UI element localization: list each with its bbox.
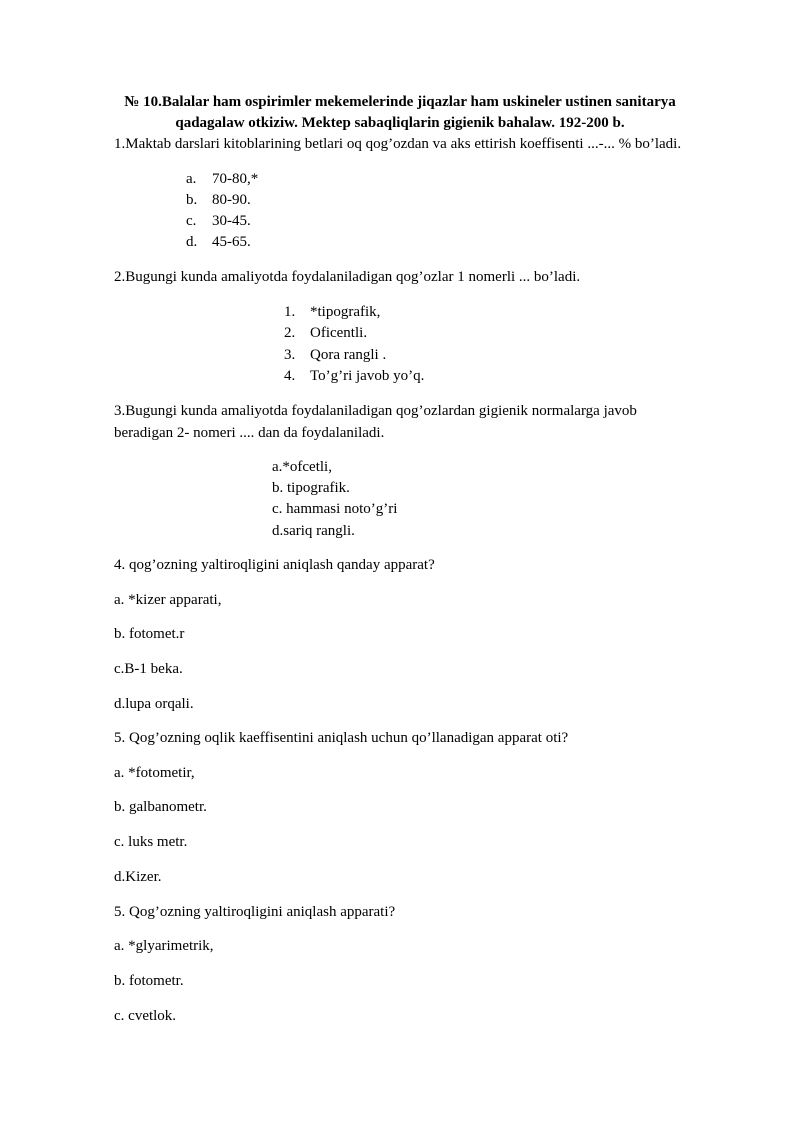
- q1-option-a: a. 70-80,*: [186, 171, 259, 187]
- q2-option-1: 1. *tipografik,: [284, 304, 381, 320]
- q4-option-b: b. fotomet.r: [114, 626, 185, 642]
- q5-option-b: b. galbanometr.: [114, 799, 207, 815]
- q4-option-c: c.B-1 beka.: [114, 661, 183, 677]
- question-5: 5. Qog’ozning oqlik kaeffisentini aniqlash uchun qo’llanadigan apparat oti?: [114, 730, 569, 746]
- q2-option-4: 4. To’g’ri javob yo’q.: [284, 368, 425, 384]
- q3-option-b: b. tipografik.: [272, 480, 350, 496]
- q3-option-a: a.*ofcetli,: [272, 459, 332, 475]
- q1-option-c: c. 30-45.: [186, 213, 251, 229]
- q2-option-2: 2. Oficentli.: [284, 325, 368, 341]
- q5-option-d: d.Kizer.: [114, 869, 162, 885]
- question-3-line-2: beradigan 2- nomeri .... dan da foydalaniladi.: [114, 425, 385, 441]
- question-6: 5. Qog’ozning yaltiroqligini aniqlash apparati?: [114, 904, 396, 920]
- question-2: 2.Bugungi kunda amaliyotda foydalaniladigan qog’ozlar 1 nomerli ... bo’ladi.: [114, 269, 581, 285]
- q1-option-b: b. 80-90.: [186, 192, 251, 208]
- q4-option-a: a. *kizer apparati,: [114, 592, 222, 608]
- q5-option-a: a. *fotometir,: [114, 765, 195, 781]
- q6-option-c: c. cvetlok.: [114, 1008, 177, 1024]
- title-line-2: qadagalaw otkiziw. Mektep sabaqliqlarin gigienik bahalaw. 192-200 b.: [175, 115, 625, 131]
- q6-option-a: a. *glyarimetrik,: [114, 938, 214, 954]
- q2-option-3: 3. Qora rangli .: [284, 347, 387, 363]
- q3-option-c: c. hammasi noto’g’ri: [272, 501, 398, 517]
- q3-option-d: d.sariq rangli.: [272, 523, 355, 539]
- q5-option-c: c. luks metr.: [114, 834, 188, 850]
- q6-option-b: b. fotometr.: [114, 973, 184, 989]
- question-1: 1.Maktab darslari kitoblarining betlari oq qog’ozdan va aks ettirish koeffisenti ...-... % bo’ladi.: [114, 136, 682, 152]
- question-4: 4. qog’ozning yaltiroqligini aniqlash qanday apparat?: [114, 557, 435, 573]
- q1-option-d: d. 45-65.: [186, 234, 251, 250]
- question-3-line-1: 3.Bugungi kunda amaliyotda foydalaniladigan qog’ozlardan gigienik normalarga javob: [114, 403, 637, 419]
- title-line-1: № 10.Balalar ham ospirimler mekemelerinde jiqazlar ham uskineler ustinen sanitarya: [124, 94, 676, 110]
- q4-option-d: d.lupa orqali.: [114, 696, 194, 712]
